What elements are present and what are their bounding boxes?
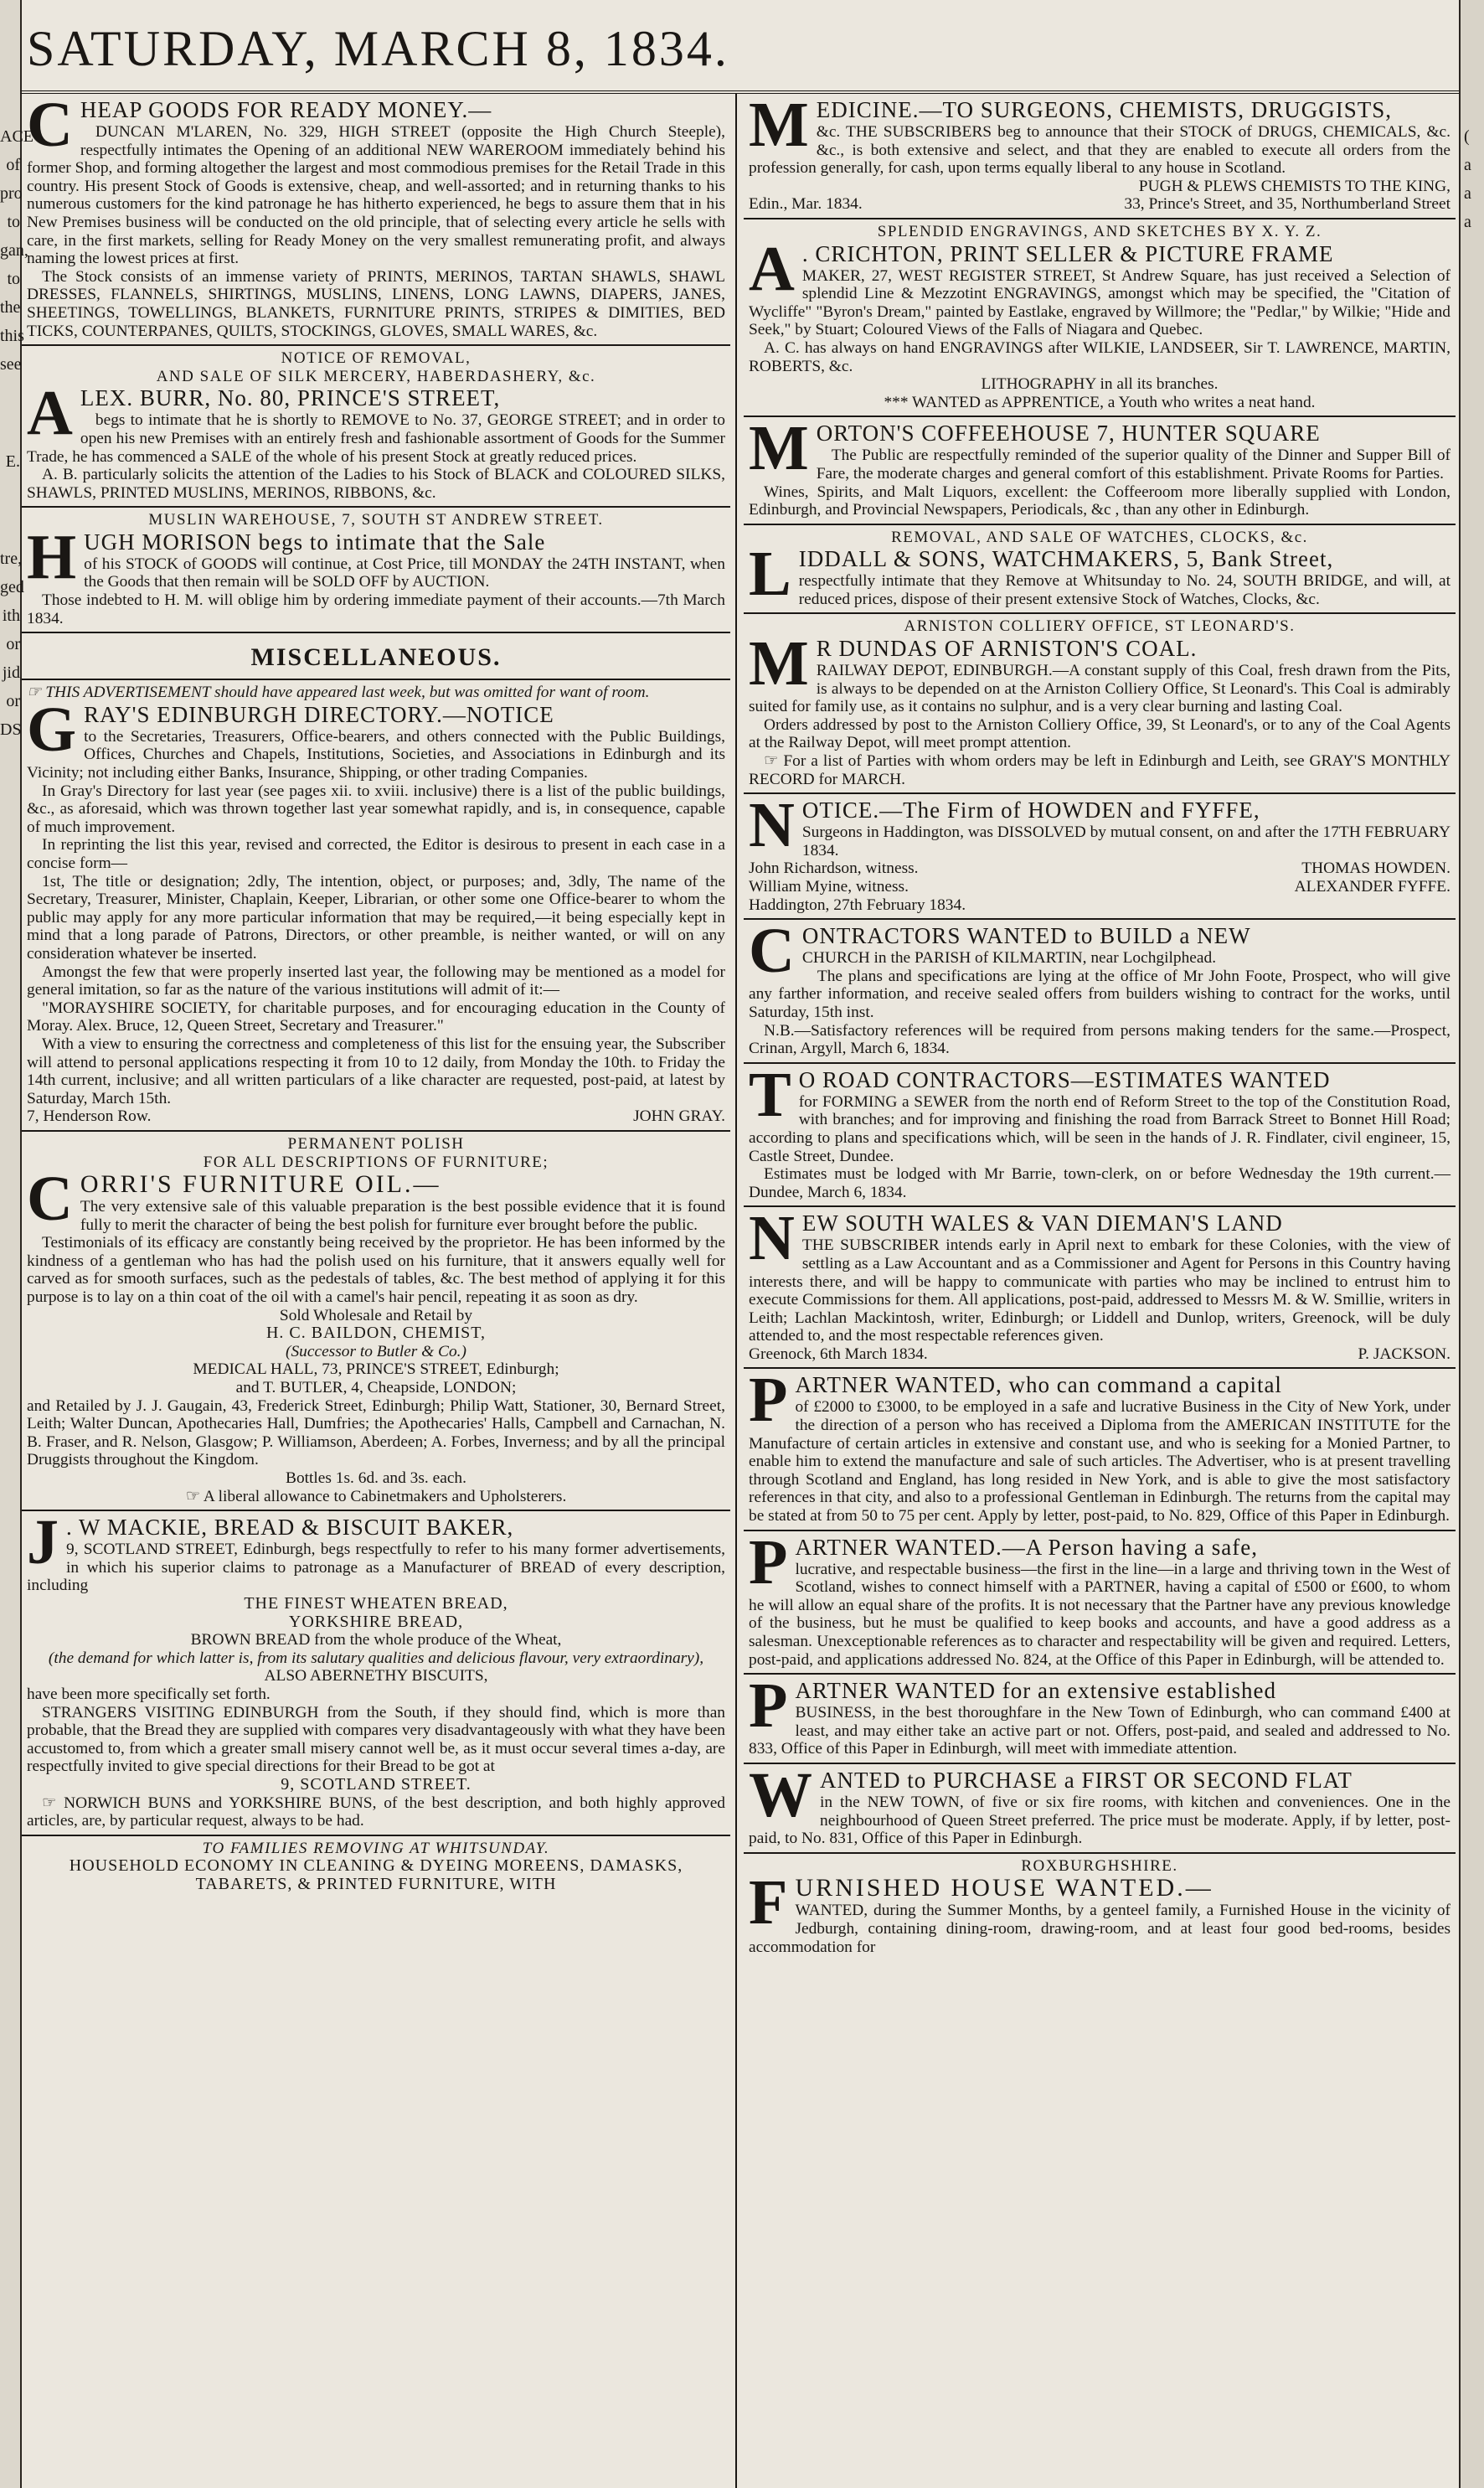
left-column bbox=[22, 90, 737, 2488]
edge-left-fragment: ged bbox=[0, 578, 24, 596]
drop-cap: N bbox=[749, 790, 796, 861]
center-line: (the demand for which latter is, from its salutary qualities and delicious flavour, very extraordinary), bbox=[48, 1649, 704, 1667]
ad-notice-howden-fyffe bbox=[744, 790, 1456, 920]
drop-cap: F bbox=[749, 1867, 789, 1938]
overline-2: AND SALE OF SILK MERCERY, HABERDASHERY, &c. bbox=[156, 367, 596, 385]
overline: TO FAMILIES REMOVING AT WHITSUNDAY. bbox=[202, 1839, 550, 1857]
ad-para: STRANGERS VISITING EDINBURGH from the South, if they should find, which is more than probable, that the Bread they are supplied with compares very disadvantageously with what they have been accustomed to, from which a greater small misery cannot well be, as it must occur several times a-day, are respectfully invited to give special directions for their Bread to be got at bbox=[27, 1703, 725, 1776]
drop-cap: C bbox=[27, 90, 74, 160]
edge-left-fragment: or bbox=[6, 635, 20, 653]
edge-left-fragment: jid bbox=[2, 663, 20, 682]
overline: SPLENDID ENGRAVINGS, AND SKETCHES BY X. Y. Z. bbox=[877, 222, 1322, 240]
ad-body: BUSINESS, in the best thoroughfare in the New Town of Edinburgh, who can command £400 at least, and may either take an active part or not. Offers, post-paid, and sealed and addressed to No. 833, Office of this Paper in Edinburgh, will meet with immediate attention. bbox=[749, 1704, 1451, 1758]
signature-address: 7, Henderson Row. bbox=[27, 1107, 152, 1126]
ad-body: of his STOCK of GOODS will continue, at Cost Price, till MONDAY the 24TH INSTANT, when the Goods that then remain will be SOLD OFF by AUCTION. bbox=[84, 555, 725, 591]
signature-line bbox=[749, 195, 1451, 214]
center-line: BROWN BREAD from the whole produce of the Wheat, bbox=[190, 1631, 562, 1649]
drop-cap: P bbox=[749, 1365, 789, 1436]
ad-cheap-goods bbox=[22, 90, 730, 346]
center-line: LITHOGRAPHY in all its branches. bbox=[981, 375, 1219, 394]
issue-date: SATURDAY, MARCH 8, 1834. bbox=[27, 21, 729, 76]
masthead bbox=[20, 0, 1461, 94]
drop-cap: A bbox=[749, 233, 796, 304]
ad-para: In reprinting the list this year, revised and corrected, the Editor is desirous to present in each case in a concise form— bbox=[27, 836, 725, 872]
ad-para: to the Secretaries, Treasurers, Office-bearers, and others connected with the Public Buildings, Offices, Churches and Chapels, Institutions, Societies, and Associations in Edinburgh and its Vicinity; not including either Banks, Insurance, Shipping, or other trading Companies. bbox=[27, 727, 725, 782]
headline-text: R DUNDAS OF ARNISTON'S COAL. bbox=[816, 636, 1198, 662]
headline-text: ARTNER WANTED for an extensive established bbox=[795, 1678, 1276, 1704]
center-line: (Successor to Butler & Co.) bbox=[286, 1342, 466, 1360]
edge-left-fragment: to bbox=[7, 270, 20, 288]
ad-contractors-church bbox=[744, 916, 1456, 1064]
headline-text: ORRI'S FURNITURE OIL.— bbox=[80, 1170, 441, 1199]
ad-note: ☞ For a list of Parties with whom orders may be left in Edinburgh and Leith, see GRAY'S MONTHLY RECORD for MARCH. bbox=[749, 752, 1451, 788]
ad-para: "MORAYSHIRE SOCIETY, for charitable purposes, and for encouraging education in the County of Moray. Alex. Bruce, 12, Queen Street, Secretary and Treasurer." bbox=[27, 999, 725, 1035]
ad-body: in the NEW TOWN, of five or six fire rooms, with kitchen and conveniences. One in the neighbourhood of Queen Street preferred. The price must be moderate. Apply, if by letter, post-paid, to No. 831, Office of this Paper in Edinburgh. bbox=[749, 1793, 1451, 1848]
signature-date: Haddington, 27th February 1834. bbox=[749, 896, 966, 914]
edge-left-fragment: gan, bbox=[0, 241, 28, 260]
drop-cap: J bbox=[27, 1507, 59, 1578]
edge-left-fragment: ACE bbox=[0, 127, 33, 146]
edge-left-fragment: E. bbox=[5, 452, 20, 471]
ad-body: lucrative, and respectable business—the first in the line—in a large and thriving town in the West of Scotland, wishes to connect himself with a PARTNER, having a capital of £500 or £600, to whom he will allow an equal share of the profits. It is not necessary that the Partner have any previous knowledge of the business, but he must be qualified to keep books and accounts, and have a good address as a salesman. Unexceptionable references as to character and respectability will be given and required. Letters, post-paid, and applications addressed No. 824, at the Office of this Paper in Edinburgh, will be attended to. bbox=[749, 1560, 1451, 1669]
edge-left-fragment: or bbox=[6, 692, 20, 710]
ad-body: WANTED, during the Summer Months, by a genteel family, a Furnished House in the vicinity of Jedburgh, containing dining-room, drawing-room, and at least four good bed-rooms, besides accommodation for bbox=[749, 1902, 1451, 1956]
drop-cap: M bbox=[749, 628, 810, 699]
drop-cap: C bbox=[27, 1164, 74, 1235]
ad-body: MAKER, 27, WEST REGISTER STREET, St Andrew Square, has just received a Selection of splendid Line & Mezzotint ENGRAVINGS, amongst which may be specified, the "Citation of Wycliffe" "Byron's Dream," painted by Eastlake, engraved by Willmore; the "Pedlar," by Wilkie; "Hide and Seek," by Stuart; Coloured Views of the Falls of Niagara and Quebec. bbox=[749, 266, 1451, 339]
signatory-name: ALEXANDER FYFFE. bbox=[1294, 878, 1451, 896]
signature-date: Greenock, 6th March 1834. bbox=[749, 1345, 928, 1363]
edge-right-fragment: a bbox=[1464, 184, 1471, 203]
headline-text: URNISHED HOUSE WANTED.— bbox=[795, 1874, 1213, 1902]
ad-body-2: The plans and specifications are lying at the office of Mr John Foote, Prospect, who will give any farther information, and receive sealed offers from builders wishing to contract for the works, until Saturday, 15th inst. bbox=[749, 967, 1451, 1021]
ad-body: for FORMING a SEWER from the north end of Reform Street to the top of the Constitution Road, with branches; and for improving and finishing the road from Barrack Street to Bonnet Hill Road; according to plans and specifications which, will be seen in the hands of J. R. Findlater, civil engineer, 15, Castle Street, Dundee. bbox=[749, 1092, 1451, 1165]
ad-partner-wanted-west-scotland bbox=[744, 1526, 1456, 1675]
ad-headline bbox=[27, 90, 725, 160]
center-line: ALSO ABERNETHY BISCUITS, bbox=[264, 1667, 488, 1685]
ad-para: With a view to ensuring the correctness and completeness of this list for the ensuing year, the Subscriber will attend to personal applications respecting it from 10 to 12 daily, from Monday the 10th. to Friday the 14th current, inclusive; and all written particulars of a like character are requested, post-paid, at latest by Saturday, March 15th. bbox=[27, 1035, 725, 1107]
ad-burr bbox=[22, 346, 730, 508]
ad-body: THE SUBSCRIBER intends early in April next to embark for these Colonies, with the view of settling as a Law Accountant and as a Commissioner and Agent for Persons in this Country having interests there, and will be happy to communicate with parties who may be inclined to entrust him to execute Commissions for them. All applications, post-paid, addressed to Messrs M. & W. Smillie, writers in Leith; Lachlan Mackintosh, writer, Edinburgh; or Liddell and Dunlop, writers, Greenock, will be duly attended to, and the most respectable references given. bbox=[749, 1236, 1451, 1345]
ad-body-2: Those indebted to H. M. will oblige him by ordering immediate payment of their accounts.—7th March 1834. bbox=[27, 591, 725, 627]
signature-name: JOHN GRAY. bbox=[633, 1107, 725, 1126]
overline: ARNISTON COLLIERY OFFICE, ST LEONARD'S. bbox=[904, 617, 1296, 636]
adjacent-page-text-right bbox=[1461, 0, 1484, 233]
edge-right-fragment: a bbox=[1464, 213, 1471, 231]
edge-left-fragment: DS bbox=[0, 720, 22, 739]
ad-dundas-coal bbox=[744, 614, 1456, 794]
headline-text: ARTNER WANTED, who can command a capital bbox=[795, 1372, 1282, 1398]
ad-body: begs to intimate that he is shortly to REMOVE to No. 37, GEORGE STREET; and in order to open his new Premises with an entirely fresh and fashionable assortment of Goods for the Summer Trade, he has commenced a SALE of the whole of his present Stock at greatly reduced prices. bbox=[27, 411, 725, 466]
center-line: 9, SCOTLAND STREET. bbox=[281, 1774, 471, 1794]
overline: REMOVAL, AND SALE OF WATCHES, CLOCKS, &c. bbox=[891, 528, 1308, 546]
ad-road-contractors bbox=[744, 1059, 1456, 1208]
ad-body: The Public are respectfully reminded of the superior quality of the Dinner and Supper Bill of Fare, the moderate charges and general comfort of this establishment. Private Rooms for Parties. bbox=[816, 446, 1451, 483]
ad-body-2: Orders addressed by post to the Arniston Colliery Office, 39, St Leonard's, or to any of the Coal Agents at the Railway Depot, will meet prompt attention. bbox=[749, 715, 1451, 752]
ad-body-3: N.B.—Satisfactory references will be required from persons making tenders for the same.—Prospect, Crinan, Argyll, March 6, 1834. bbox=[749, 1021, 1451, 1058]
overline: PERMANENT POLISH bbox=[287, 1134, 465, 1153]
witness-line bbox=[749, 878, 1451, 896]
headline-text: RAY'S EDINBURGH DIRECTORY.—NOTICE bbox=[84, 701, 554, 727]
drop-cap: G bbox=[27, 694, 78, 765]
edge-right-fragment: ( bbox=[1464, 127, 1470, 146]
ad-mackie-baker bbox=[22, 1507, 730, 1836]
ad-body: of £2000 to £3000, to be employed in a safe and lucrative Business in the City of New York, under the direction of a person who has received a Diploma from the AMERICAN INSTITUTE for the Manufacture of certain articles in extensive and constant use, and who is seeking for a Monied Partner, to enable him to extend the manufacture and sale of such articles. The Advertiser, who is at present travelling through Scotland and England, has long resided in New York, and is able to give the most satisfactory references in that city, and also to a professional Gentleman in Edinburgh. The returns from the capital may be stated at from 50 to 75 per cent. Apply by letter, post-paid, to No. 829, Office of this Paper in Edinburgh. bbox=[749, 1398, 1451, 1525]
ad-body: DUNCAN M'LAREN, No. 329, HIGH STREET (opposite the High Church Steeple), respectfully intimates the Opening of an additional NEW WAREROOM immediately behind his former Shop, and forming altogether the largest and most commodious premises for the Retail Trade in this country. His present Stock of Goods is extensive, cheap, and well-assorted; and in returning thanks to his numerous customers for the kind patronage he has hitherto experienced, he begs to assure them that in his New Premises business will be conducted on the old principle, that of selecting every article he sells with care, in the first markets, selling for Ready Money on the very smallest remunerating profit, and always naming the lowest prices at first. bbox=[27, 123, 725, 268]
right-margin-strip bbox=[1459, 0, 1484, 2488]
ad-note: ☞ THIS ADVERTISEMENT should have appeared last week, but was omitted for want of room. bbox=[27, 684, 650, 702]
overline-2: FOR ALL DESCRIPTIONS OF FURNITURE; bbox=[203, 1153, 549, 1171]
edge-left-fragment: to bbox=[7, 213, 20, 231]
overline: MUSLIN WAREHOUSE, 7, SOUTH ST ANDREW STREET. bbox=[148, 511, 604, 529]
ad-para: 9, SCOTLAND STREET, Edinburgh, begs respectfully to refer to his many former advertisements, in which his superior claims to patronage as a Manufacturer of BREAD of every description, including bbox=[27, 1541, 725, 1595]
signature-name: P. JACKSON. bbox=[1358, 1345, 1451, 1363]
drop-cap: M bbox=[749, 413, 810, 484]
ad-wanted-to-purchase bbox=[744, 1759, 1456, 1854]
overline: NOTICE OF REMOVAL, bbox=[281, 349, 471, 368]
drop-cap: T bbox=[749, 1059, 792, 1130]
edge-left-fragment: tre, bbox=[0, 550, 23, 568]
ad-body: &c. THE SUBSCRIBERS beg to announce that their STOCK of DRUGS, CHEMICALS, &c. &c., is both extensive and select, and that they are enabled to execute all orders from the profession generally, for cash, upon terms equally liberal to any house in Scotland. bbox=[749, 123, 1451, 178]
drop-cap: C bbox=[749, 916, 796, 987]
drop-cap: H bbox=[27, 521, 78, 592]
ad-gray-directory bbox=[22, 680, 730, 1132]
signature-date: Edin., Mar. 1834. bbox=[749, 195, 863, 214]
headline-text: . W MACKIE, BREAD & BISCUIT BAKER, bbox=[66, 1515, 514, 1541]
ad-para: have been more specifically set forth. bbox=[27, 1685, 271, 1703]
signatory-name: THOMAS HOWDEN. bbox=[1301, 859, 1451, 878]
headline-text: ANTED to PURCHASE a FIRST OR SECOND FLAT bbox=[820, 1767, 1353, 1793]
left-margin-strip bbox=[0, 0, 33, 2488]
ad-para: Amongst the few that were properly inserted last year, the following may be mentioned as a model for general imitation, so far as the nature of the various institutions will admit of it:— bbox=[27, 963, 725, 999]
ad-headline bbox=[749, 1365, 1451, 1436]
adjacent-page-text-left bbox=[0, 0, 33, 741]
ad-medicine bbox=[744, 90, 1456, 219]
ad-crichton bbox=[744, 219, 1456, 417]
ad-body: Surgeons in Haddington, was DISSOLVED by mutual consent, on and after the 17TH FEBRUARY 1834. bbox=[801, 823, 1451, 859]
center-line: Sold Wholesale and Retail by bbox=[279, 1306, 473, 1324]
edge-right-fragment: a bbox=[1464, 156, 1471, 174]
witness-line bbox=[749, 859, 1451, 878]
drop-cap: W bbox=[749, 1759, 813, 1830]
ad-families-removing bbox=[22, 1836, 730, 1898]
ad-para: 1st, The title or designation; 2dly, The intention, object, or purposes; and, 3dly, The name of the Secretary, Treasurer, Minister, Chaplain, Keeper, Librarian, or other some one Office-bearer to whom the public may apply for any more particular information that may be required,—it being especially kept in mind that a long parade of Patrons, Directors, or other preamble, is neither wanted, or will on any consideration whatever be inserted. bbox=[27, 872, 725, 963]
right-column bbox=[744, 90, 1456, 2488]
center-line: H. C. BAILDON, CHEMIST, bbox=[265, 1324, 487, 1343]
drop-cap: N bbox=[749, 1203, 796, 1274]
ad-headline bbox=[749, 1203, 1451, 1274]
headline-text: EDICINE.—TO SURGEONS, CHEMISTS, DRUGGISTS, bbox=[816, 97, 1393, 122]
headline-text: UGH MORISON begs to intimate that the Sale bbox=[84, 529, 546, 555]
ad-morton-coffeehouse bbox=[744, 413, 1456, 524]
ad-note: ☞ NORWICH BUNS and YORKSHIRE BUNS, of the best description, and both highly approved articles, are, by particular request, always to be had. bbox=[27, 1794, 725, 1830]
ad-body-2: Wines, Spirits, and Malt Liquors, excellent: the Coffeeroom more liberally supplied with London, Edinburgh, and Provincial Newspapers, Periodicals, &c , than any other in Edinburgh. bbox=[749, 483, 1451, 519]
headline-text: OTICE.—The Firm of HOWDEN and FYFFE, bbox=[801, 798, 1260, 823]
center-line: and T. BUTLER, 4, Cheapside, LONDON; bbox=[235, 1379, 517, 1397]
ad-new-south-wales bbox=[744, 1203, 1456, 1369]
ad-para: Testimonials of its efficacy are constantly being received by the proprietor. He has been informed by the kindness of a gentleman who has had the polish used on his furniture, that it answers equally well for carved as for smooth surfaces, such as the pedestals of tables, &c. The best method of applying it for this purpose is to lay on a thin coat of the oil with a camel's hair pencil, repeating it as soon as dry. bbox=[27, 1234, 725, 1307]
headline-text: HOUSEHOLD ECONOMY IN CLEANING & DYEING MOREENS, DAMASKS, TABARETS, & PRINTED FURNITURE, WITH bbox=[69, 1856, 683, 1893]
section-header-miscellaneous: MISCELLANEOUS. bbox=[22, 633, 730, 680]
ad-body-2: The Stock consists of an immense variety of PRINTS, MERINOS, TARTAN SHAWLS, SHAWL DRESSES, FLANNELS, SHIRTINGS, MUSLINS, LINENS, LONG LAWNS, DIAPERS, JANES, SHEETINGS, TOWELLINGS, BLANKETS, FURNITURE PRINTS, STRIPES & DIMITIES, BED TICKS, COUNTERPANES, QUILTS, STOCKINGS, GLOVES, SMALL WARES, &c. bbox=[27, 267, 725, 340]
center-line: YORKSHIRE BREAD, bbox=[288, 1612, 464, 1631]
ad-morison bbox=[22, 508, 730, 633]
edge-left-fragment: pro bbox=[0, 184, 23, 203]
ad-furnished-house bbox=[744, 1854, 1456, 1960]
ad-body-2: A. B. particularly solicits the attention of the Ladies to his Stock of BLACK and COLOURED SILKS, SHAWLS, PRINTED MUSLINS, MERINOS, RIBBONS, &c. bbox=[27, 466, 725, 502]
ad-liddall bbox=[744, 525, 1456, 615]
ad-partner-wanted-new-york bbox=[744, 1365, 1456, 1530]
ad-body: respectfully intimate that they Remove at Whitsunday to No. 24, SOUTH BRIDGE, and will, at reduced prices, dispose of their present extensive Stock of Watches, Clocks, &c. bbox=[798, 572, 1451, 608]
ad-body-2: A. C. has always on hand ENGRAVINGS after WILKIE, LANDSEER, Sir T. LAWRENCE, MARTIN, ROBERTS, &c. bbox=[749, 338, 1451, 375]
headline-text: IDDALL & SONS, WATCHMAKERS, 5, Bank Street, bbox=[798, 546, 1334, 572]
headline-text: LEX. BURR, No. 80, PRINCE'S STREET, bbox=[80, 385, 501, 411]
headline-text: HEAP GOODS FOR READY MONEY.— bbox=[80, 97, 492, 122]
drop-cap: A bbox=[27, 378, 74, 449]
drop-cap: L bbox=[749, 539, 792, 610]
edge-left-fragment: the bbox=[0, 298, 21, 317]
signature-name: PUGH & PLEWS CHEMISTS TO THE KING, bbox=[1138, 177, 1451, 195]
edge-left-fragment: ith bbox=[2, 607, 20, 625]
ad-body: CHURCH in the PARISH of KILMARTIN, near Lochgilphead. bbox=[801, 949, 1217, 968]
witness-name: John Richardson, witness. bbox=[749, 859, 919, 878]
drop-cap: P bbox=[749, 1526, 789, 1598]
signature-address: 33, Prince's Street, and 35, Northumberland Street bbox=[1124, 195, 1451, 214]
ad-partner-wanted-edinburgh bbox=[744, 1670, 1456, 1764]
headline-text: ARTNER WANTED.—A Person having a safe, bbox=[795, 1534, 1258, 1560]
center-line: MEDICAL HALL, 73, PRINCE'S STREET, Edinburgh; bbox=[193, 1360, 559, 1379]
overline: ROXBURGHSHIRE. bbox=[1021, 1856, 1178, 1875]
headline-text: . CRICHTON, PRINT SELLER & PICTURE FRAME bbox=[801, 240, 1334, 266]
headline-text: O ROAD CONTRACTORS—ESTIMATES WANTED bbox=[798, 1066, 1331, 1092]
headline-text: ORTON'S COFFEEHOUSE 7, HUNTER SQUARE bbox=[816, 421, 1321, 446]
ad-note: *** WANTED as APPRENTICE, a Youth who writes a neat hand. bbox=[884, 393, 1316, 411]
center-line: THE FINEST WHEATEN BREAD, bbox=[244, 1593, 508, 1613]
drop-cap: P bbox=[749, 1670, 789, 1742]
signature-line bbox=[27, 1107, 725, 1126]
edge-left-fragment: this bbox=[0, 327, 24, 345]
edge-left-fragment: see bbox=[0, 355, 22, 374]
center-line: Bottles 1s. 6d. and 3s. each. bbox=[286, 1469, 466, 1487]
ad-para: The very extensive sale of this valuable preparation is the best possible evidence that it is found fully to merit the character of being the best polish for furniture ever brought before the public. bbox=[80, 1198, 725, 1234]
headline-text: EW SOUTH WALES & VAN DIEMAN'S LAND bbox=[801, 1210, 1283, 1236]
ad-para: In Gray's Directory for last year (see pages xii. to xviii. inclusive) there is a list of the public buildings, &c., as aforesaid, which was thrown together last year somewhat rapidly, and is, in consequence, capable of much improvement. bbox=[27, 782, 725, 836]
ad-headline bbox=[749, 1526, 1451, 1598]
headline-text: ONTRACTORS WANTED to BUILD a NEW bbox=[801, 923, 1251, 949]
drop-cap: M bbox=[749, 90, 810, 160]
ad-body-2: Estimates must be lodged with Mr Barrie, town-clerk, on or before Wednesday the 19th current.—Dundee, March 6, 1834. bbox=[749, 1165, 1451, 1201]
signature-line bbox=[749, 1345, 1451, 1364]
ad-para: and Retailed by J. J. Gaugain, 43, Frederick Street, Edinburgh; Philip Watt, Stationer, 30, Bernard Street, Leith; Walter Duncan, Apothecaries Hall, Dumfries; the Apothecaries' Halls, Campbell and Carnachan, N. B. Fraser, and R. Nelson, Glasgow; P. Williamson, Aberdeen; A. Forbes, Inverness; and by all the principal Druggists throughout the Kingdom. bbox=[27, 1396, 725, 1469]
ad-body: RAILWAY DEPOT, EDINBURGH.—A constant supply of this Coal, fresh drawn from the Pits, is always to be depended on at the Arniston Colliery Office, St Leonard's. This Coal is admirably suited for family use, as it contains no sulphur, and is a very clear burning and lasting Coal. bbox=[749, 662, 1451, 716]
witness-name: William Myine, witness. bbox=[749, 878, 909, 896]
ad-note: ☞ A liberal allowance to Cabinetmakers and Upholsterers. bbox=[185, 1487, 567, 1505]
ad-corri-oil bbox=[22, 1132, 730, 1511]
edge-left-fragment: of bbox=[6, 156, 20, 174]
